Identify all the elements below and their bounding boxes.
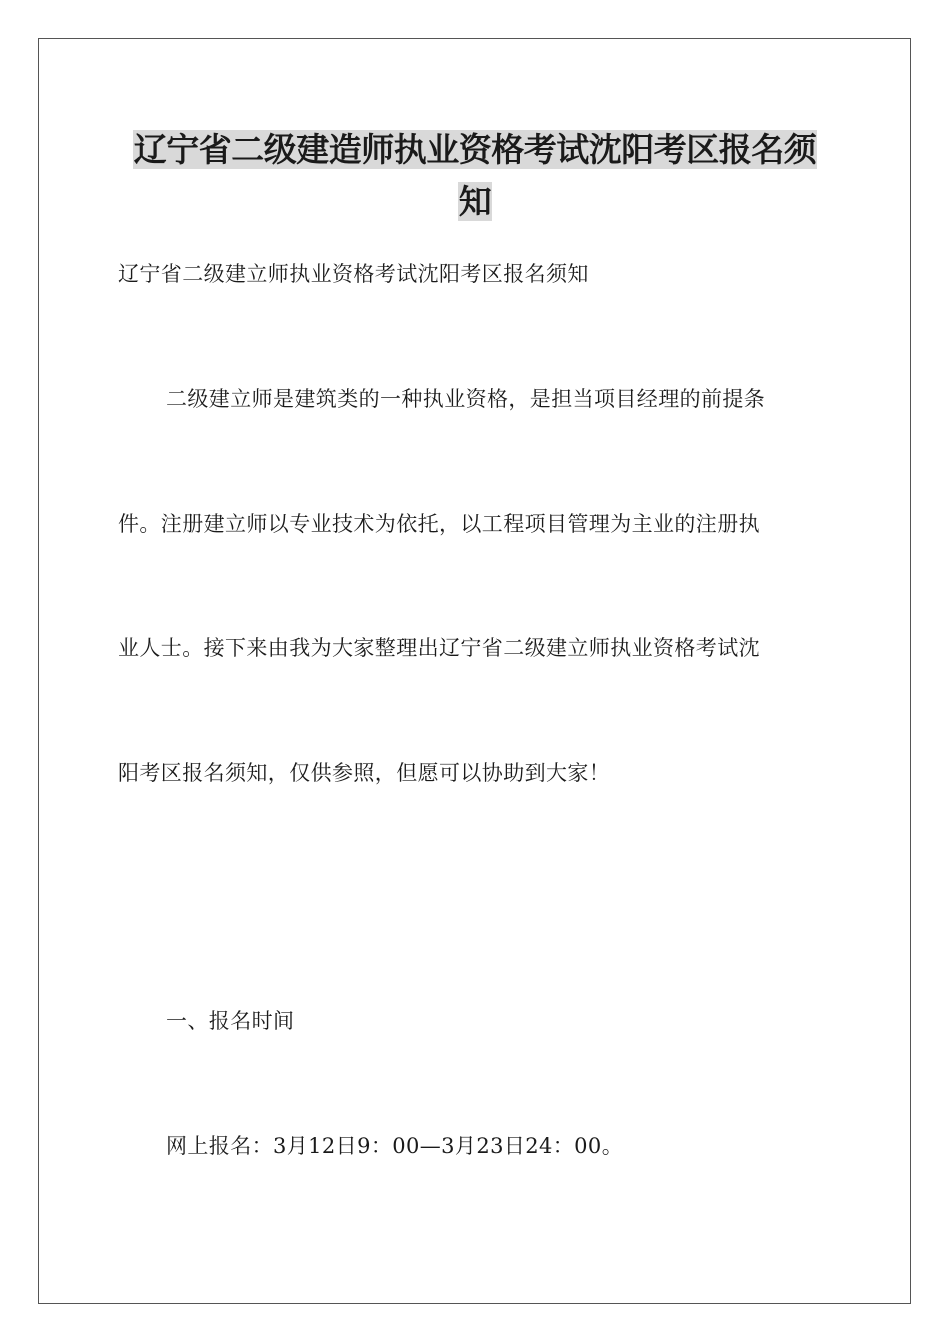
intro-line-2: 件。注册建立师以专业技术为依托，以工程项目管理为主业的注册执 xyxy=(118,512,760,536)
intro-line-3: 业人士。接下来由我为大家整理出辽宁省二级建立师执业资格考试沈 xyxy=(118,636,760,660)
intro-line-4: 阳考区报名须知，仅供参照，但愿可以协助到大家！ xyxy=(118,761,611,785)
intro-line-1: 二级建立师是建筑类的一种执业资格，是担当项目经理的前提条 xyxy=(166,387,766,411)
online-registration-period: 网上报名：3月12日9：00—3月23日24：00。 xyxy=(166,1134,624,1158)
document-title xyxy=(118,124,832,228)
section-heading-registration-time: 一、报名时间 xyxy=(166,1009,295,1033)
document-subtitle: 辽宁省二级建立师执业资格考试沈阳考区报名须知 xyxy=(118,262,589,286)
document-title-text: 辽宁省二级建造师执业资格考试沈阳考区报名须知 xyxy=(133,130,817,221)
